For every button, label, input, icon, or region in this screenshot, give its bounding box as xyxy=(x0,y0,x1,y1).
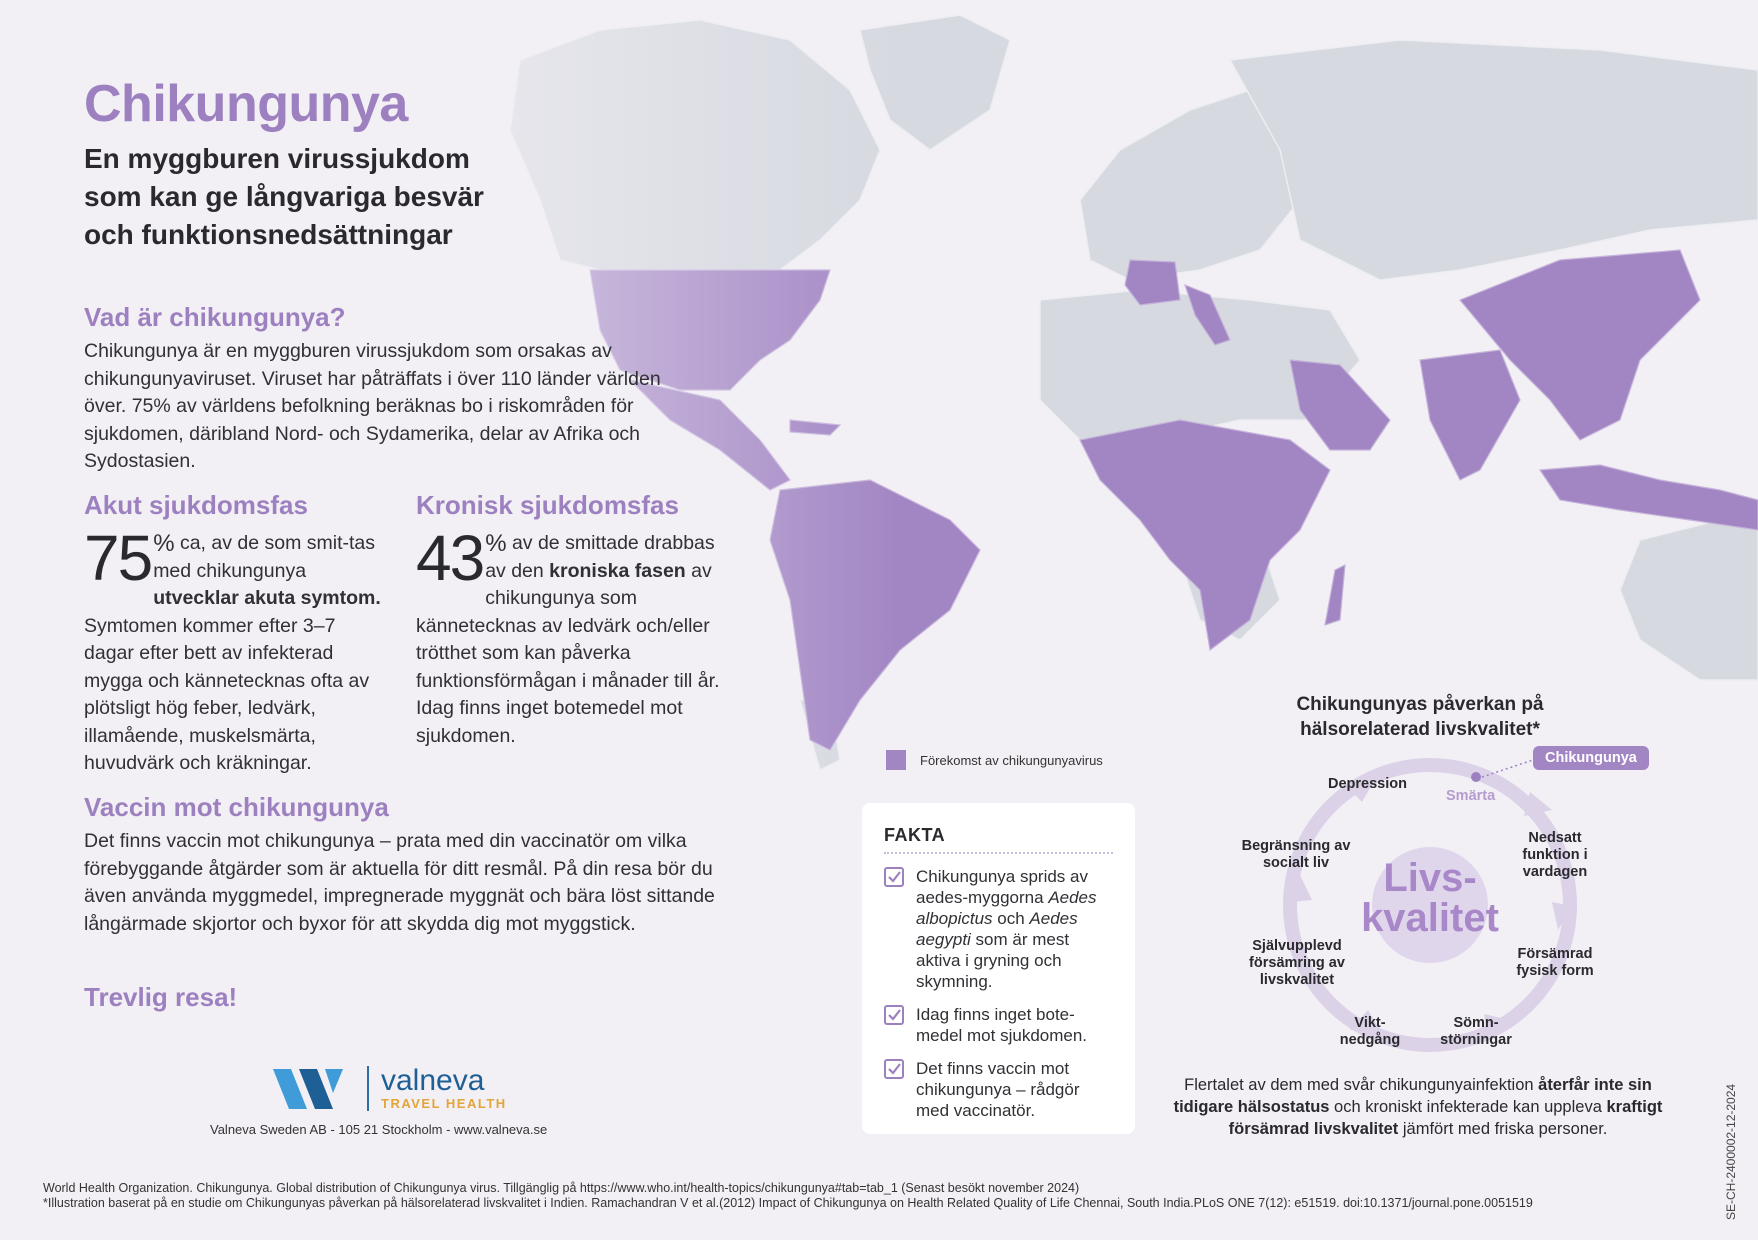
acute-stat-percent: % xyxy=(153,530,175,557)
fakta-box xyxy=(862,803,1135,1134)
subtitle-line: En myggburen virussjukdom xyxy=(84,143,470,174)
fakta-item-text: Det finns vaccin mot chikungunya – rådgör med vaccinatör. xyxy=(916,1059,1080,1120)
region-indonesia xyxy=(1540,465,1758,530)
fakta-text-part: Chikungunya sprids av aedes-myggorna xyxy=(916,867,1088,907)
label-forsamrad: Försämrad fysisk form xyxy=(1516,946,1594,979)
species-name: Aedes albopictus xyxy=(916,888,1097,928)
circle-title-line: hälsorelaterad livskvalitet* xyxy=(1300,719,1540,740)
land-australia xyxy=(1620,520,1758,680)
conclusion-part: jämfört med friska personer. xyxy=(1398,1120,1608,1138)
footnotes xyxy=(43,1181,1533,1211)
region-india xyxy=(1420,350,1520,480)
checkbox-icon xyxy=(884,867,904,887)
conclusion-part: och kroniskt infekterade kan uppleva xyxy=(1329,1098,1607,1116)
valneva-logo xyxy=(273,1066,507,1111)
closing-text: Trevlig resa! xyxy=(84,982,238,1012)
conclusion-text xyxy=(1158,1074,1678,1140)
vaccine-text: Det finns vaccin mot chikungunya – prata med din vaccinatör om vilka förebyggande åtgärder som är aktuella för ditt resmål. På din resa bör du även använda myggmedel, impregnerade myggnät och bära löst sittande långärmade skjortor och byxor för att skydda dig mot myggstick. xyxy=(84,830,715,935)
reference-2: *Illustration baserat på en studie om Chikungunyas påverkan på hälsorelaterad livskvalitet i Indien. Ramachandran V et al.(2012) Impact of Chikungunya on Health Related Quality of Life Chennai, South India.PLoS ONE 7(12): e51519. doi:10.1371/journal.pone.0051519 xyxy=(43,1196,1533,1210)
acute-bold: utvecklar akuta symtom. xyxy=(153,587,381,609)
checkbox-icon xyxy=(884,1005,904,1025)
section-heading-vaccine: Vaccin mot chikungunya xyxy=(84,792,389,822)
label-vikt: Vikt-nedgång xyxy=(1339,1015,1401,1048)
fakta-item xyxy=(884,1004,1113,1046)
acute-text xyxy=(84,522,384,778)
label-sjalvupplevd: Självupplevd försämring av livskvalitet xyxy=(1249,938,1345,988)
conclusion-bold: återfår inte sin tidigare hälsostatus xyxy=(1173,1076,1652,1116)
species-name: Aedes aegypti xyxy=(916,909,1078,949)
acute-stat-number: 75 xyxy=(84,522,152,594)
subtitle-line: och funktionsnedsättningar xyxy=(84,219,453,250)
circle-title-line: Chikungunyas påverkan på xyxy=(1296,694,1544,715)
fakta-item-text xyxy=(916,866,1113,992)
chronic-text xyxy=(416,522,726,750)
reference-1: World Health Organization. Chikungunya. Global distribution of Chikungunya virus. Tillgänglig på https://www.who.int/health-topics/chikungunya#tab=tab_1 (Senast besökt november 2024) xyxy=(43,1181,1080,1195)
region-arabia xyxy=(1290,360,1390,450)
center-label-line: Livs- xyxy=(1383,856,1477,900)
chronic-bold: kroniska fasen xyxy=(549,559,686,582)
fakta-heading: FAKTA xyxy=(884,825,1113,854)
acute-lead: ca, av de som smit-tas med chikungunya xyxy=(153,532,376,582)
region-madagascar xyxy=(1325,565,1345,625)
acute-rest: Symtomen kommer efter 3–7 dagar efter bett av infekterad mygga och kännetecknas ofta av plötsligt hög feber, ledvärk, illamående, muskelsmärta, huvudvärk och kräkningar. xyxy=(84,614,370,774)
fakta-item-text: Idag finns inget bote-medel mot sjukdomen. xyxy=(916,1005,1088,1045)
page-subtitle xyxy=(84,140,604,254)
page-title: Chikungunya xyxy=(84,75,408,133)
label-somn: Sömn-störningar xyxy=(1440,1015,1512,1048)
chronic-lead: av de smittade drabbas av den xyxy=(485,532,715,582)
fakta-text-part: som är mest aktiva i gryning och skymning. xyxy=(916,930,1070,991)
label-nedsatt: Nedsatt funktion i vardagen xyxy=(1522,830,1588,880)
chikungunya-marker xyxy=(1471,772,1481,782)
brand-sub: TRAVEL HEALTH xyxy=(381,1096,507,1111)
section-heading-chronic: Kronisk sjukdomsfas xyxy=(416,490,679,520)
center-label xyxy=(1340,858,1520,938)
checkbox-icon xyxy=(884,1059,904,1079)
legend-label: Förekomst av chikungunyavirus xyxy=(920,752,1103,768)
label-begransning: Begränsning av socialt liv xyxy=(1241,838,1351,871)
valneva-wordmark xyxy=(367,1066,507,1111)
valneva-logo-mark-icon xyxy=(273,1067,357,1111)
company-address: Valneva Sweden AB - 105 21 Stockholm - www.valneva.se xyxy=(210,1122,548,1137)
chronic-stat-number: 43 xyxy=(416,522,484,594)
subtitle-line: som kan ge långvariga besvär xyxy=(84,181,484,212)
map-legend xyxy=(886,750,1103,770)
brand-name: valneva xyxy=(381,1064,485,1097)
label-depression: Depression xyxy=(1328,776,1407,792)
fakta-item xyxy=(884,866,1113,992)
section-heading-acute: Akut sjukdomsfas xyxy=(84,490,308,520)
fakta-text-part: och xyxy=(992,909,1030,928)
conclusion-bold: kraftigt försämrad livskvalitet xyxy=(1228,1098,1663,1138)
conclusion-part: Flertalet av dem med svår chikungunyainfektion xyxy=(1184,1076,1539,1094)
land-asia-north xyxy=(1230,40,1758,280)
fakta-item xyxy=(884,1058,1113,1121)
document-code: SE-CH-2400002-12-2024 xyxy=(1724,1083,1738,1220)
region-africa xyxy=(1080,420,1330,650)
chronic-rest: av chikungunya som kännetecknas av ledvärk och/eller trötthet som kan påverka funktionsförmågan i månader till år. Idag finns inget botemedel mot sjukdomen. xyxy=(416,559,720,747)
section-heading-what: Vad är chikungunya? xyxy=(84,302,346,332)
chronic-stat-percent: % xyxy=(485,530,507,557)
center-label-line: kvalitet xyxy=(1361,896,1499,940)
legend-swatch xyxy=(886,750,906,770)
chikungunya-tag: Chikungunya xyxy=(1533,746,1649,770)
label-smarta: Smärta xyxy=(1446,788,1496,804)
what-text: Chikungunya är en myggburen virussjukdom som orsakas av chikungunyaviruset. Viruset har påträffats i över 110 länder världen över. 75% av världens befolkning beräknas bo i riskområden för sjukdomen, däribland Nord- och Sydamerika, delar av Afrika och Sydostasien. xyxy=(84,340,661,472)
